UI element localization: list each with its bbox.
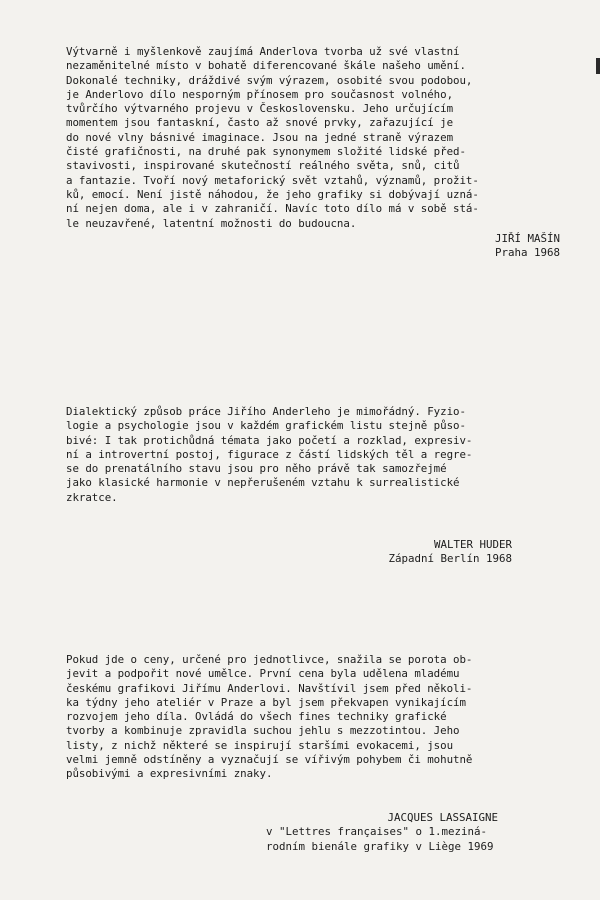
quote-masin bbox=[66, 45, 526, 231]
text-line: le neuzavřené, latentní možnosti do budoucna. bbox=[66, 216, 357, 230]
text-line: listy, z nichž některé se inspirují staršími evokacemi, jsou bbox=[66, 738, 454, 752]
text-line: působivými a expresivními znaky. bbox=[66, 767, 273, 781]
text-line: a fantazie. Tvoří nový metaforický svět vztahů, významů, prožit- bbox=[66, 173, 479, 187]
author-name: WALTER HUDER bbox=[433, 538, 512, 551]
page-edge-mark bbox=[596, 58, 600, 74]
source-line: v "Lettres françaises" o 1.meziná- bbox=[266, 825, 488, 839]
text-line: do nové vlny básnivé imaginace. Jsou na jedné straně výrazem bbox=[66, 130, 454, 144]
text-line: tvůrčího výtvarného projevu v Československu. Jeho určujícím bbox=[66, 102, 454, 116]
text-line: ní nejen doma, ale i v zahraničí. Navíc toto dílo má v sobě stá- bbox=[66, 202, 479, 216]
text-line: ní a introvertní postoj, figurace z částí lidských těl a regre- bbox=[66, 447, 473, 461]
signature-lassaigne bbox=[178, 811, 518, 854]
text-line: nezaměnitelné místo v bohatě diferencované škále našeho umění. bbox=[66, 59, 466, 73]
text-line: jevit a podpořit nové umělce. První cena byla udělena mladému bbox=[66, 667, 460, 681]
text-line: momentem jsou fantaskní, často až snové prvky, zařazující je bbox=[66, 116, 454, 130]
text-line: bivé: I tak protichůdná témata jako početí a rozklad, expresiv- bbox=[66, 433, 473, 447]
text-line: se do prenatálního stavu jsou pro něho právě tak samozřejmé bbox=[66, 462, 447, 476]
signature-masin bbox=[260, 232, 560, 261]
text-line: rozvojem jeho díla. Ovládá do všech fines techniky grafické bbox=[66, 710, 447, 724]
text-line: logie a psychologie jsou v každém grafickém listu stejně půso- bbox=[66, 419, 466, 433]
text-line: Dokonalé techniky, dráždivé svým výrazem, osobité svou podobou, bbox=[66, 73, 473, 87]
quote-lassaigne bbox=[66, 653, 526, 782]
text-line: českému grafikovi Jiřímu Anderlovi. Navštívil jsem před několi- bbox=[66, 681, 473, 695]
text-line: Dialektický způsob práce Jiřího Anderleho je mimořádný. Fyzio- bbox=[66, 405, 466, 418]
quote-huder bbox=[66, 405, 526, 505]
text-line: čisté grafičnosti, na druhé pak synonymem složité lidské před- bbox=[66, 145, 466, 159]
text-line: ka týdny jeho ateliér v Praze a byl jsem překvapen vynikajícím bbox=[66, 695, 466, 709]
author-place: Západní Berlín 1968 bbox=[388, 552, 512, 566]
text-line: tvorby a kombinuje zpravidla suchou jehlu s mezzotintou. Jeho bbox=[66, 724, 460, 738]
text-line: jako klasické harmonie v nepřerušeném vztahu k surrealistické bbox=[66, 476, 460, 490]
text-line: Pokud jde o ceny, určené pro jednotlivce, snažila se porota ob- bbox=[66, 653, 473, 666]
author-name: JACQUES LASSAIGNE bbox=[387, 811, 498, 824]
author-name: JIŘÍ MAŠÍN bbox=[494, 232, 560, 245]
text-line: stavivosti, inspirované skutečností reálného světa, snů, citů bbox=[66, 159, 460, 173]
source-line: rodním bienále grafiky v Liège 1969 bbox=[266, 839, 494, 853]
text-line: velmi jemně odstíněny a vyznačují se vířivým pohybem či mohutně bbox=[66, 753, 473, 767]
signature-huder bbox=[212, 538, 512, 567]
text-line: Výtvarně i myšlenkově zaujímá Anderlova tvorba už své vlastní bbox=[66, 45, 460, 58]
text-line: ků, emocí. Není jistě náhodou, že jeho grafiky si dobývají uzná- bbox=[66, 187, 479, 201]
author-place: Praha 1968 bbox=[494, 246, 560, 260]
text-line: je Anderlovo dílo nesporným přínosem pro současnost volného, bbox=[66, 87, 454, 101]
text-line: zkratce. bbox=[66, 490, 118, 504]
